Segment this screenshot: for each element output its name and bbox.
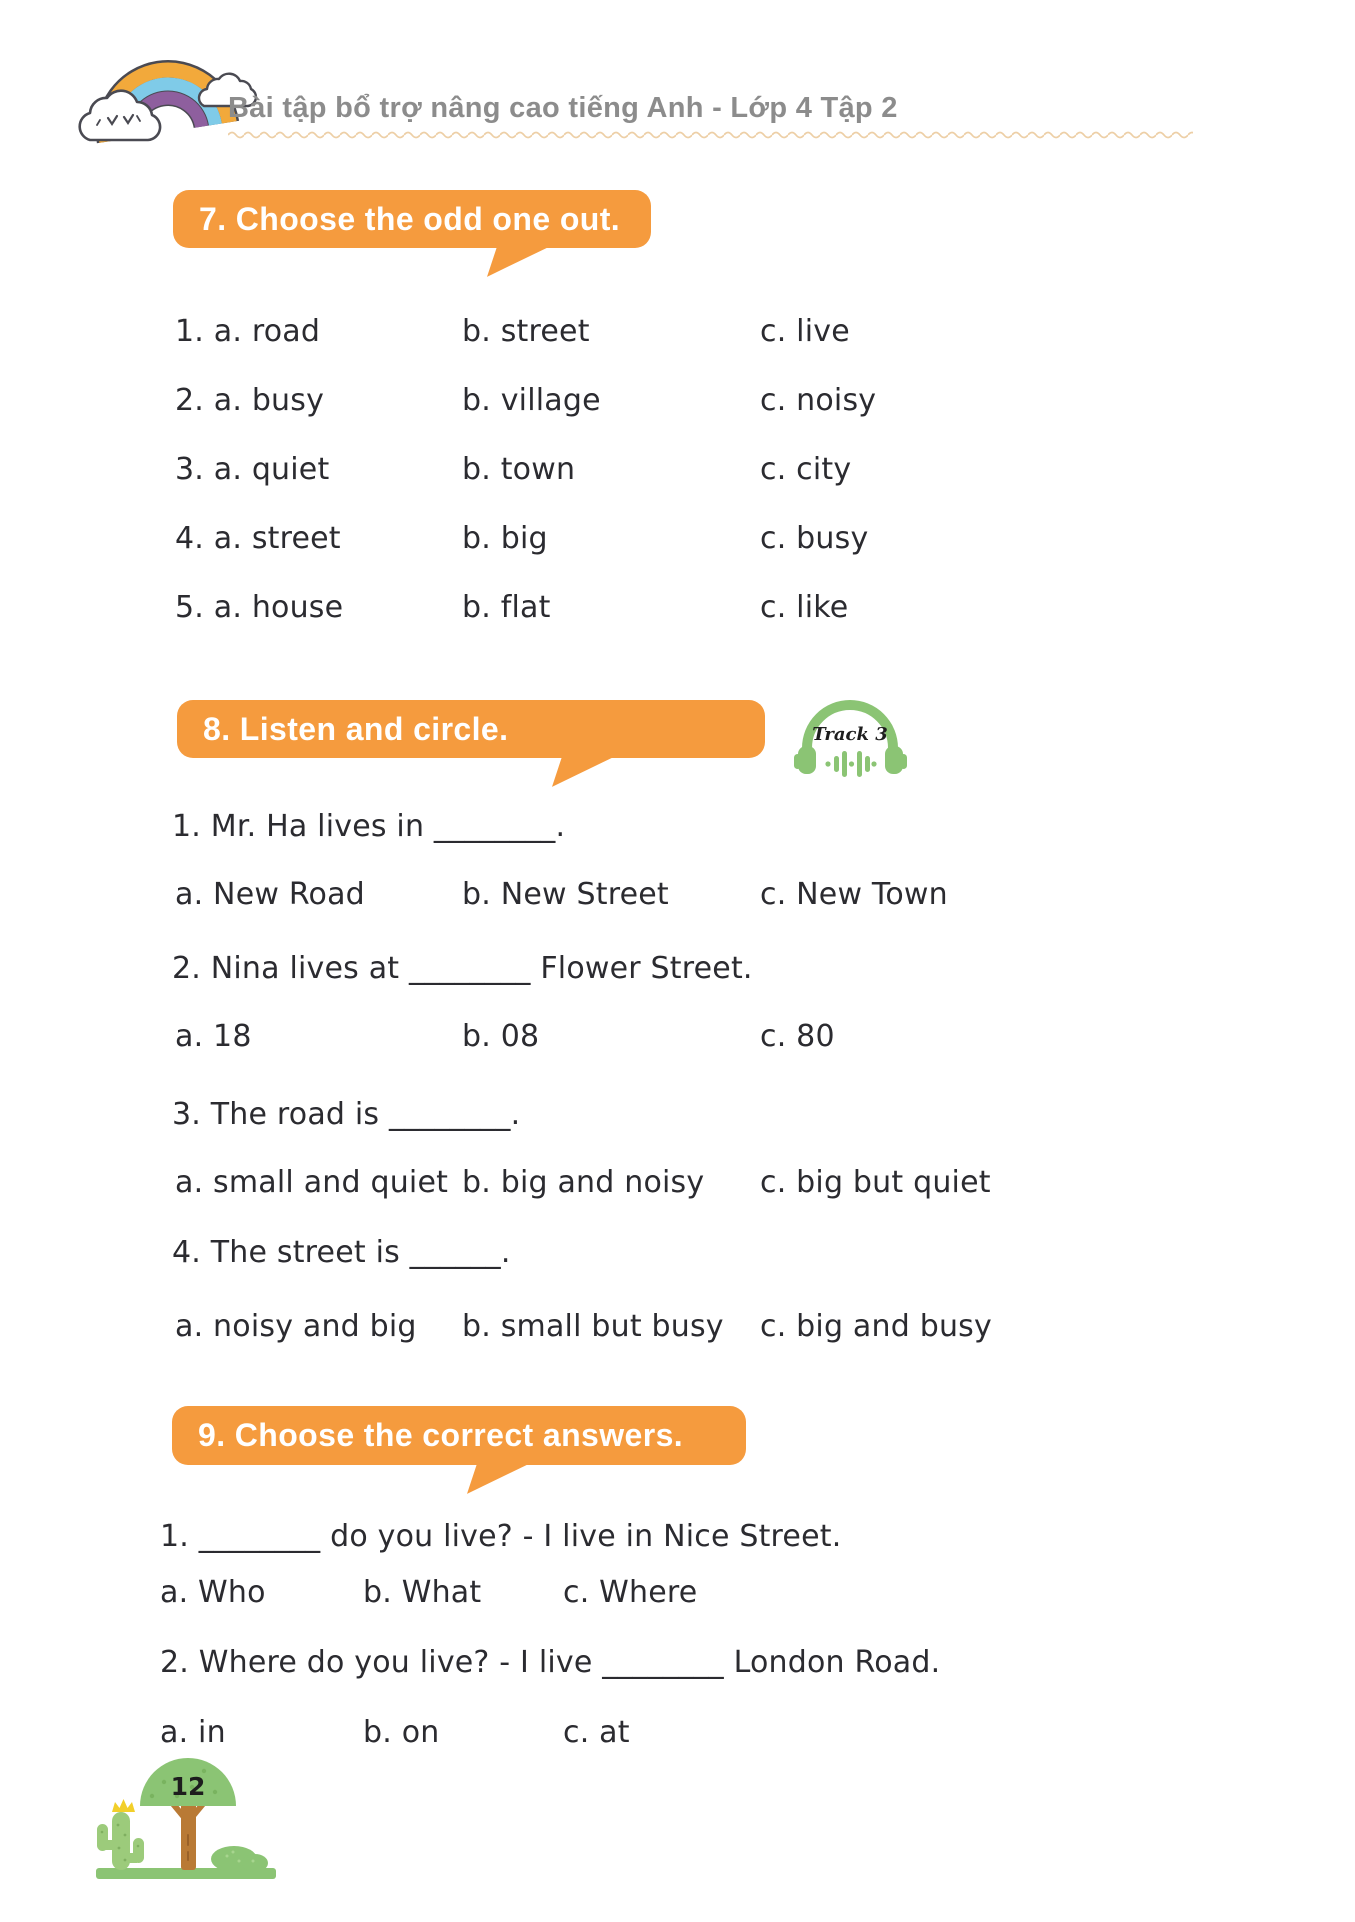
header-divider-wave bbox=[228, 128, 1193, 139]
section7-banner bbox=[173, 190, 651, 248]
ex8-q3-b: b. big and noisy bbox=[462, 1165, 705, 1200]
section7-title: 7. Choose the odd one out. bbox=[199, 200, 621, 237]
ex7-row3-b: b. town bbox=[462, 452, 576, 487]
track-headphones-icon bbox=[793, 688, 908, 793]
section8-banner bbox=[177, 700, 765, 758]
section8-title: 8. Listen and circle. bbox=[203, 710, 509, 747]
ex7-row1-b: b. street bbox=[462, 314, 590, 349]
page-number-badge: 12 bbox=[170, 1772, 206, 1801]
bush-illustration bbox=[211, 1846, 268, 1872]
track-label: Track 3 bbox=[812, 724, 888, 745]
ex8-q1: 1. Mr. Ha lives in ________. bbox=[172, 809, 566, 844]
book-title: Bài tập bổ trợ nâng cao tiếng Anh - Lớp 4 Tập 2 bbox=[228, 92, 898, 124]
ex8-q1-a: a. New Road bbox=[175, 877, 365, 912]
ex7-row4-a: 4. a. street bbox=[175, 521, 341, 556]
ex9-q2-c: c. at bbox=[563, 1715, 630, 1750]
banner-tail bbox=[487, 247, 549, 277]
ex8-q2-a: a. 18 bbox=[175, 1019, 252, 1054]
ex8-q2-b: b. 08 bbox=[462, 1019, 540, 1054]
ex7-row1-c: c. live bbox=[760, 314, 850, 349]
ex8-q4-a: a. noisy and big bbox=[175, 1309, 417, 1344]
ex9-q2-a: a. in bbox=[160, 1715, 226, 1750]
ex8-q4-c: c. big and busy bbox=[760, 1309, 992, 1344]
ex7-row4-c: c. busy bbox=[760, 521, 869, 556]
section9-banner bbox=[172, 1406, 746, 1465]
ex7-row5-a: 5. a. house bbox=[175, 590, 344, 625]
ex7-row1-a: 1. a. road bbox=[175, 314, 321, 349]
ex7-row3-c: c. city bbox=[760, 452, 852, 487]
cactus-illustration bbox=[97, 1799, 144, 1870]
banner-tail bbox=[552, 757, 614, 787]
ex7-row2-c: c. noisy bbox=[760, 383, 877, 418]
ex9-q1-a: a. Who bbox=[160, 1575, 266, 1610]
ex7-row2-b: b. village bbox=[462, 383, 601, 418]
ex8-q2-c: c. 80 bbox=[760, 1019, 835, 1054]
ex8-q4: 4. The street is ______. bbox=[172, 1235, 511, 1270]
ex8-q1-c: c. New Town bbox=[760, 877, 948, 912]
ex8-q4-b: b. small but busy bbox=[462, 1309, 724, 1344]
ex9-q1-b: b. What bbox=[363, 1575, 482, 1610]
ex7-row2-a: 2. a. busy bbox=[175, 383, 325, 418]
ex8-q1-b: b. New Street bbox=[462, 877, 669, 912]
ex8-q2: 2. Nina lives at ________ Flower Street. bbox=[172, 951, 753, 986]
audio-wave-icon bbox=[825, 751, 876, 777]
ex7-row5-c: c. like bbox=[760, 590, 849, 625]
footer-illustration bbox=[82, 1740, 297, 1892]
ex9-q1-c: c. Where bbox=[563, 1575, 698, 1610]
ex7-row3-a: 3. a. quiet bbox=[175, 452, 330, 487]
ex7-row4-b: b. big bbox=[462, 521, 548, 556]
banner-tail bbox=[467, 1464, 529, 1494]
section9-title: 9. Choose the correct answers. bbox=[198, 1417, 684, 1453]
ex9-q2: 2. Where do you live? - I live ________ London Road. bbox=[160, 1645, 941, 1680]
ex8-q3: 3. The road is ________. bbox=[172, 1097, 521, 1132]
ex8-q3-a: a. small and quiet bbox=[175, 1165, 449, 1200]
ex9-q1: 1. ________ do you live? - I live in Nice Street. bbox=[160, 1519, 842, 1554]
ex9-q2-b: b. on bbox=[363, 1715, 440, 1750]
ex8-q3-c: c. big but quiet bbox=[760, 1165, 991, 1200]
ex7-row5-b: b. flat bbox=[462, 590, 551, 625]
